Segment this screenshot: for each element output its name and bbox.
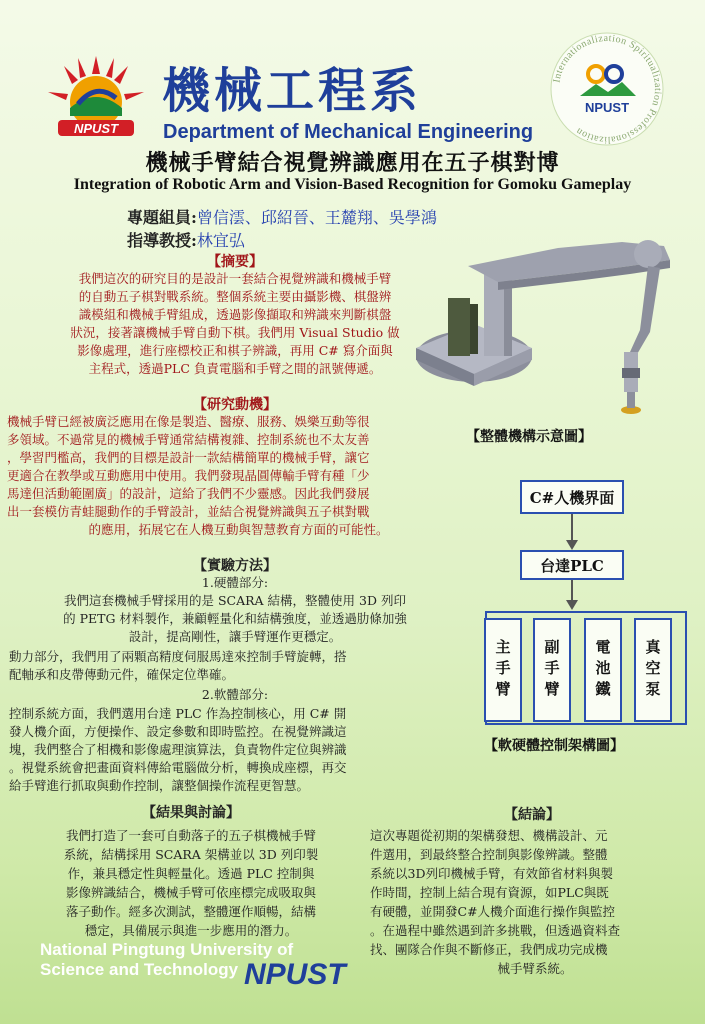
motivation-line: 多領域。不過常見的機械手臂通常結構複雜、控制系統也不太友善 <box>7 432 370 447</box>
advisor-name: 林宜弘 <box>196 231 245 250</box>
advisor-label: 指導教授: <box>127 231 197 250</box>
department-name-zh: 機械工程系 <box>162 63 423 119</box>
device-vacuum-pump: 真空泵 <box>634 618 672 722</box>
software-line: 塊，我們整合了相機和影像處理演算法，負責物件定位與辨識 <box>9 742 347 757</box>
results-heading: 【結果與討論】 <box>142 805 240 821</box>
conclusion-line: 作時間，控制上結合現有資源，如PLC與既 <box>370 885 609 900</box>
project-title-zh: 機械手臂結合視覺辨識應用在五子棋對博 <box>145 150 560 176</box>
npust-logo-text: NPUST <box>73 121 119 136</box>
power-line: 配軸承和皮帶傳動元件，確保定位準確。 <box>9 667 235 682</box>
conclusion-line: 件選用，到最終整合控制與影像辨識。整體 <box>370 847 608 862</box>
power-line: 動力部分，我們用了兩顆高精度伺服馬達來控制手臂旋轉，搭 <box>9 649 347 664</box>
members-label: 專題組員: <box>127 208 197 227</box>
software-body <box>9 705 469 795</box>
plc-box: 台達PLC <box>520 550 624 580</box>
hardware-line: 的 PETG 材料製作，兼顧輕量化和結構強度，並透過肋條加強 <box>63 611 407 626</box>
conclusion-line: 這次專題從初期的架構發想、機構設計、元 <box>370 828 608 843</box>
hardware-body <box>0 592 470 646</box>
conclusion-line: 找、團隊合作與不斷修正，我們成功完成機 <box>370 942 608 957</box>
abstract-line: 影像處理，進行座標校正和棋子辨識，再用 C# 寫介面與 <box>77 343 393 358</box>
advisor <box>127 228 245 251</box>
mechanism-caption: 【整體機構示意圖】 <box>466 429 592 445</box>
npust-logo <box>44 52 148 142</box>
software-title: 2.軟體部分: <box>201 687 269 702</box>
abstract-line: 主程式，透過PLC 負責電腦和手臂之間的訊號傳遞。 <box>88 361 382 376</box>
seal-text: Internationalization Spiritualization Professionalization <box>551 32 664 146</box>
power-body <box>9 648 469 684</box>
motivation-body <box>7 413 470 539</box>
motivation-line: 馬達但活動範圍廣」的設計，這給了我們不少靈感。因此我們發展 <box>7 486 370 501</box>
members-names: 曾信澐、邱紹晉、王麓翔、吳學鴻 <box>196 208 437 227</box>
software-line: 給手臂進行抓取與動作控制，讓整個操作流程更智慧。 <box>9 778 310 793</box>
abstract-line: 的自動五子棋對戰系統。整個系統主要由攝影機、棋盤辨 <box>78 289 392 304</box>
conclusion-line: 有硬體，並開發C#人機介面進行操作與監控 <box>370 904 616 919</box>
results-line: 系統，結構採用 SCARA 架構並以 3D 列印製 <box>63 847 319 862</box>
abstract-line: 我們這次的研究目的是設計一套結合視覺辨識和機械手臂 <box>78 271 392 286</box>
conclusion-body <box>370 826 700 978</box>
motivation-line: 機械手臂已經被廣泛應用在像是製造、醫療、服務、娛樂互動等很 <box>7 414 370 429</box>
motivation-line: 的應用，拓展它在人機互動與智慧教育方面的可能性。 <box>88 522 389 537</box>
conclusion-line: 系統以3D列印機械手臂，有效節省材料與製 <box>370 866 613 881</box>
motivation-line: ，學習門檻高，我們的目標是設計一款結構簡單的機械手臂，讓它 <box>7 450 370 465</box>
results-line: 我們打造了一套可自動落子的五子棋機械手臂 <box>65 828 316 843</box>
abstract-body <box>0 270 470 378</box>
device-electromagnet: 電池鐵 <box>584 618 622 722</box>
software-line: 控制系統方面，我們選用台達 PLC 作為控制核心，用 C# 開 <box>9 706 347 721</box>
conclusion-heading: 【結論】 <box>504 807 560 823</box>
results-line: 穩定，具備展示與進一步應用的潛力。 <box>84 923 298 938</box>
results-line: 作，兼具穩定性與輕量化。透過 PLC 控制與 <box>67 866 315 881</box>
team-members <box>127 205 437 228</box>
seal-npust-text: NPUST <box>584 100 630 115</box>
hardware-title: 1.硬體部分: <box>201 575 269 590</box>
device-sub-arm: 副手臂 <box>533 618 571 722</box>
footer-line: Science and Technology <box>40 960 239 979</box>
conclusion-line: 械手臂系統。 <box>497 961 573 976</box>
software-line: 。視覺系統會把畫面資料傳給電腦做分析，轉換成座標，再交 <box>9 760 347 775</box>
motivation-heading: 【研究動機】 <box>193 397 277 413</box>
architecture-diagram <box>484 450 694 740</box>
abstract-heading: 【摘要】 <box>207 254 263 270</box>
project-title-en: Integration of Robotic Arm and Vision-Based Recognition for Gomoku Gameplay <box>73 176 632 193</box>
motivation-line: 更適合在教學或互動應用中使用。我們發現晶圓傳輸手臂有種「少 <box>7 468 370 483</box>
hardware-line: 我們這套機械手臂採用的是 SCARA 結構，整體使用 3D 列印 <box>64 593 406 608</box>
device-main-arm: 主手臂 <box>484 618 522 722</box>
motivation-line: 出一套模仿青蛙腿動作的手臂設計，並結合視覺辨識與五子棋對戰 <box>7 504 370 519</box>
results-body <box>20 826 362 940</box>
footer-line: National Pingtung University of <box>40 940 294 959</box>
hmi-box: C#人機界面 <box>520 480 624 514</box>
results-line: 落子動作。經多次測試，整體運作順暢，結構 <box>65 904 316 919</box>
university-seal <box>548 30 666 148</box>
architecture-caption: 【軟硬體控制架構圖】 <box>484 738 624 754</box>
software-line: 發人機介面，方便操作、設定參數和即時監控。在視覺辨識這 <box>9 724 347 739</box>
conclusion-line: 。在過程中雖然遇到許多挑戰，但透過資料查 <box>370 923 621 938</box>
footer-npust-logo: NPUST <box>244 958 346 991</box>
hardware-line: 設計，提高剛性，讓手臂運作更穩定。 <box>128 629 342 644</box>
results-line: 影像辨識結合，機械手臂可依座標完成吸取與 <box>65 885 316 900</box>
abstract-line: 識模組和機械手臂組成，透過影像擷取和辨識來判斷棋盤 <box>78 307 392 322</box>
abstract-line: 狀況，接著讓機械手臂自動下棋。我們用 Visual Studio 做 <box>70 325 400 340</box>
method-heading: 【實驗方法】 <box>193 558 277 574</box>
department-name-en: Department of Mechanical Engineering <box>163 121 534 143</box>
